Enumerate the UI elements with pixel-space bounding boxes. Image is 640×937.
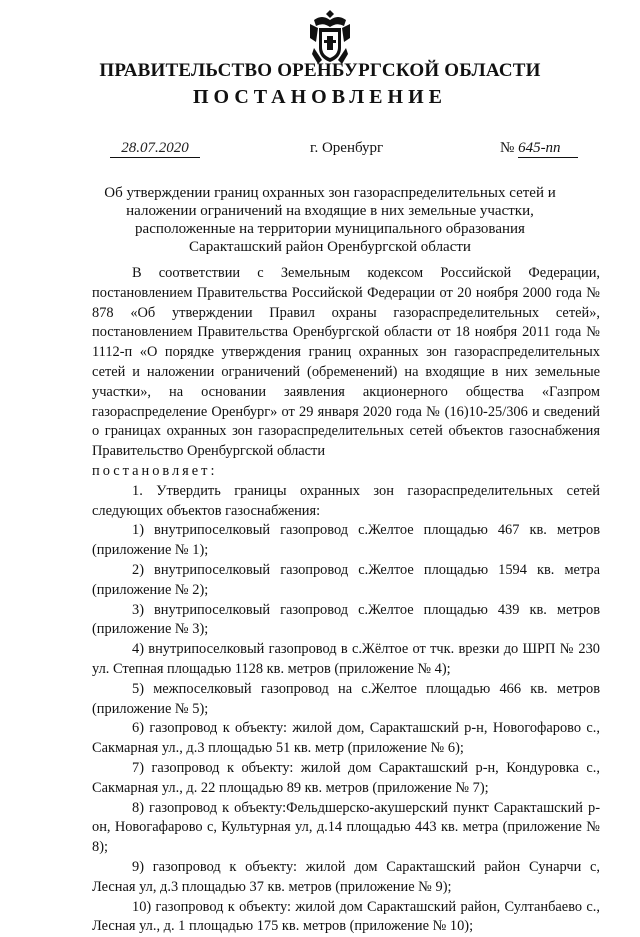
number-label: № xyxy=(500,140,514,156)
document-number: 645-пп xyxy=(518,140,578,158)
document-subject xyxy=(90,184,570,256)
list-item: 1. Утвердить границы охранных зон газораспределительных сетей следующих объектов газоснабжения: xyxy=(92,482,600,522)
list-item: 10) газопровод к объекту: жилой дом Саракташский район, Султанбаево с., Лесная ул., д. 1 площадью 175 кв. метров (приложение № 10); xyxy=(92,898,600,937)
subject-line: расположенные на территории муниципального образования xyxy=(90,220,570,238)
government-title: ПРАВИТЕЛЬСТВО ОРЕНБУРГСКОЙ ОБЛАСТИ xyxy=(0,60,640,82)
subject-line: наложении ограничений на входящие в них земельные участки, xyxy=(90,202,570,220)
document-number-block xyxy=(500,140,578,158)
list-item: 3) внутрипоселковый газопровод с.Желтое площадью 439 кв. метров (приложение № 3); xyxy=(92,601,600,641)
list-item: 4) внутрипоселковый газопровод в с.Жёлтое от тчк. врезки до ШРП № 230 ул. Степная площадью 1128 кв. метров (приложение № 4); xyxy=(92,640,600,680)
list-item: 5) межпоселковый газопровод на с.Желтое площадью 466 кв. метров (приложение № 5); xyxy=(92,680,600,720)
subject-line: Саракташский район Оренбургской области xyxy=(90,238,570,256)
coat-of-arms-icon xyxy=(308,8,352,66)
document-city: г. Оренбург xyxy=(310,140,383,157)
list-item: 8) газопровод к объекту:Фельдшерско-акушерский пункт Саракташский р-он, Новогафарово с, Культурная ул, д.14 площадью 443 кв. метра (приложение № 8); xyxy=(92,799,600,858)
document-type: ПОСТАНОВЛЕНИЕ xyxy=(0,86,640,109)
list-item: 9) газопровод к объекту: жилой дом Саракташский район Сунарчи с, Лесная ул, д.3 площадью 37 кв. метров (приложение № 9); xyxy=(92,858,600,898)
list-item: 2) внутрипоселковый газопровод с.Желтое площадью 1594 кв. метра (приложение № 2); xyxy=(92,561,600,601)
document-date: 28.07.2020 xyxy=(110,140,200,158)
list-item: 1) внутрипоселковый газопровод с.Желтое площадью 467 кв. метров (приложение № 1); xyxy=(92,521,600,561)
list-item: 7) газопровод к объекту: жилой дом Саракташский р-н, Кондуровка с., Сакмарная ул., д. 22 площадью 89 кв. метров (приложение № 7); xyxy=(92,759,600,799)
decides-line: постановляет: xyxy=(92,462,600,482)
document-body xyxy=(92,264,600,937)
subject-line: Об утверждении границ охранных зон газораспределительных сетей и xyxy=(90,184,570,202)
list-item: 6) газопровод к объекту: жилой дом, Саракташский р-н, Новогофарово с., Сакмарная ул., д.3 площадью 51 кв. метр (приложение № 6); xyxy=(92,719,600,759)
preamble-paragraph: В соответствии с Земельным кодексом Российской Федерации, постановлением Правительства Российской Федерации от 20 ноября 2000 года № 878 «Об утверждении Правил охраны газораспределительных сетей», постановлением Правительства Оренбургской области от 18 ноября 2011 года № 1112-п «О порядке утверждения границ охранных зон газораспределительных сетей и наложении ограничений (обременений) на входящие в них земельные участки», на основании заявления акционерного общества «Газпром газораспределение Оренбург» от 29 января 2020 года № (16)10-25/306 и сведений о границах охранных зон газораспределительных сетей объектов газоснабжения Правительство Оренбургской области xyxy=(92,264,600,462)
